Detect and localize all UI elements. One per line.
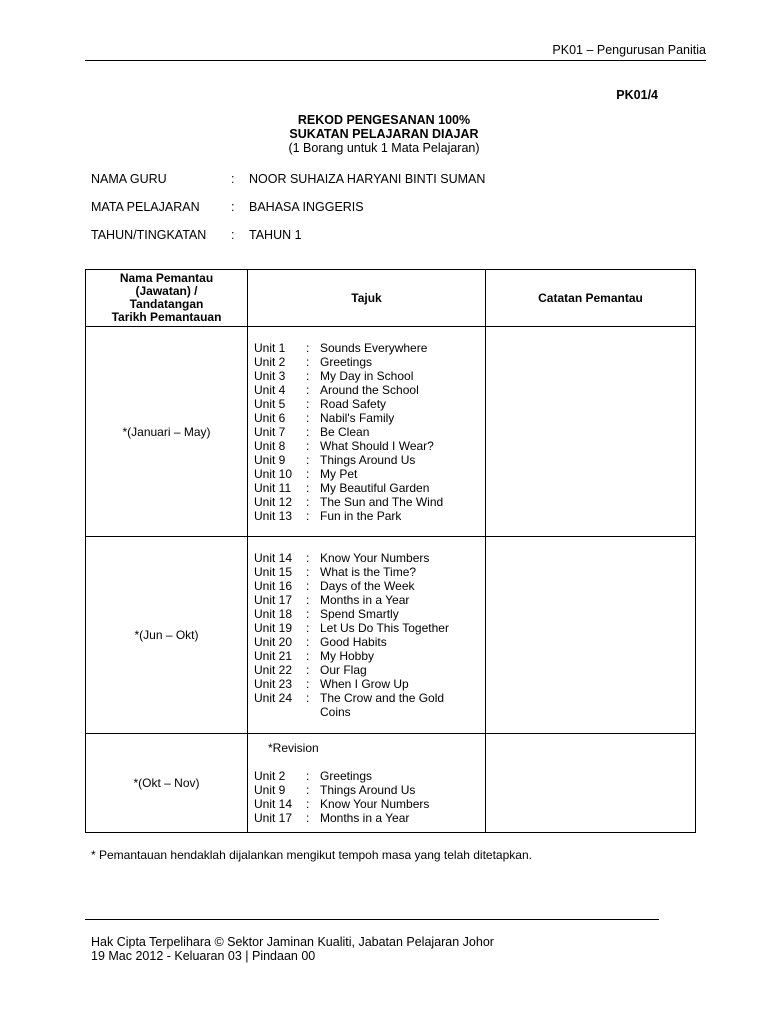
unit-title: Coins: [320, 705, 351, 719]
unit-colon: :: [306, 424, 310, 439]
unit-item: [254, 649, 485, 663]
unit-number: Unit 9: [254, 783, 286, 797]
unit-item: [254, 621, 485, 635]
unit-title: My Day in School: [320, 368, 414, 383]
info-colon: :: [231, 200, 235, 214]
unit-title: Good Habits: [320, 635, 387, 649]
unit-colon: :: [306, 438, 310, 453]
unit-number: Unit 13: [254, 508, 293, 523]
period-cell: *(Januari – May): [86, 327, 248, 537]
unit-title: My Beautiful Garden: [320, 480, 430, 495]
unit-item: [254, 467, 485, 481]
unit-colon: :: [306, 691, 310, 705]
info-label: TAHUN/TINGKATAN: [91, 228, 207, 242]
unit-item: [254, 783, 485, 797]
unit-colon: :: [306, 635, 310, 649]
unit-colon: :: [306, 466, 310, 481]
form-code: PK01/4: [616, 88, 658, 102]
unit-colon: :: [306, 452, 310, 467]
unit-number: Unit 21: [254, 649, 293, 663]
period-cell: *(Okt – Nov): [86, 734, 248, 833]
unit-number: Unit 19: [254, 621, 293, 635]
unit-colon: [306, 705, 320, 719]
unit-number: Unit 15: [254, 565, 293, 579]
unit-title: Sounds Everywhere: [320, 340, 428, 355]
topic-cell: [248, 537, 486, 734]
unit-number: Unit 9: [254, 452, 286, 467]
unit-title: Around the School: [320, 382, 419, 397]
unit-number: Unit 2: [254, 769, 286, 783]
unit-colon: :: [306, 368, 310, 383]
revision-label: *Revision: [268, 741, 319, 755]
monitor-header: [86, 270, 248, 327]
unit-item: [254, 663, 485, 677]
unit-colon: :: [306, 811, 310, 825]
info-value: TAHUN 1: [249, 228, 302, 242]
unit-colon: :: [306, 396, 310, 411]
info-colon: :: [231, 172, 235, 186]
unit-title: Things Around Us: [320, 783, 416, 797]
unit-title: What Should I Wear?: [320, 438, 434, 453]
unit-item: [254, 397, 485, 411]
unit-colon: :: [306, 494, 310, 509]
unit-title: What is the Time?: [320, 565, 417, 579]
unit-number: Unit 14: [254, 797, 293, 811]
unit-colon: :: [306, 649, 310, 663]
unit-title: Know Your Numbers: [320, 797, 430, 811]
unit-number: Unit 11: [254, 480, 292, 495]
unit-title: Months in a Year: [320, 811, 410, 825]
unit-item: [254, 551, 485, 565]
unit-number: Unit 12: [254, 494, 293, 509]
unit-title: When I Grow Up: [320, 677, 409, 691]
unit-title: Road Safety: [320, 396, 387, 411]
table-row: [86, 327, 696, 537]
unit-number: Unit 17: [254, 811, 293, 825]
unit-colon: :: [306, 382, 310, 397]
copyright-line: Hak Cipta Terpelihara © Sektor Jaminan Kualiti, Jabatan Pelajaran Johor: [91, 935, 494, 949]
info-value: NOOR SUHAIZA HARYANI BINTI SUMAN: [249, 172, 486, 186]
unit-title: Be Clean: [320, 424, 370, 439]
unit-title: Spend Smartly: [320, 607, 399, 621]
unit-item: [254, 797, 485, 811]
notes-header: Catatan Pemantau: [486, 270, 696, 327]
unit-number: Unit 22: [254, 663, 293, 677]
unit-colon: :: [306, 410, 310, 425]
unit-item: [254, 341, 485, 355]
unit-number: Unit 8: [254, 438, 286, 453]
table-header-row: [86, 270, 696, 327]
title-line-2: SUKATAN PELAJARAN DIAJAR: [289, 127, 479, 141]
unit-title: My Pet: [320, 466, 358, 481]
unit-item: [254, 453, 485, 467]
monitor-header-line: Tarikh Pemantauan: [111, 310, 222, 324]
unit-item: [254, 509, 485, 523]
topic-cell: [248, 734, 486, 833]
unit-item: [254, 579, 485, 593]
unit-title: My Hobby: [320, 649, 375, 663]
unit-number: Unit 23: [254, 677, 293, 691]
monitor-header-line: Nama Pemantau: [119, 271, 214, 285]
unit-item: [254, 811, 485, 825]
unit-item: [254, 481, 485, 495]
header-divider: [85, 60, 706, 61]
unit-colon: :: [306, 797, 310, 811]
unit-colon: :: [306, 607, 310, 621]
unit-title: The Crow and the Gold: [320, 691, 445, 705]
unit-item: [254, 383, 485, 397]
unit-colon: :: [306, 551, 310, 565]
unit-title: Nabil's Family: [320, 410, 395, 425]
unit-colon: :: [306, 354, 310, 369]
monitor-header-line: (Jawatan) /: [135, 284, 198, 298]
unit-number: [254, 705, 306, 719]
unit-number: Unit 14: [254, 551, 293, 565]
unit-colon: :: [306, 663, 310, 677]
unit-item: [254, 565, 485, 579]
unit-number: Unit 3: [254, 368, 286, 383]
unit-colon: :: [306, 565, 310, 579]
notes-cell[interactable]: [486, 537, 696, 734]
title-line-3: (1 Borang untuk 1 Mata Pelajaran): [288, 141, 480, 155]
unit-number: Unit 17: [254, 593, 293, 607]
unit-colon: :: [306, 579, 310, 593]
unit-item: [254, 691, 485, 705]
unit-title: Months in a Year: [320, 593, 410, 607]
footer: [91, 935, 494, 963]
unit-item: [254, 411, 485, 425]
unit-colon: :: [306, 769, 310, 783]
unit-number: Unit 1: [254, 340, 286, 355]
unit-item: [254, 355, 485, 369]
notes-cell[interactable]: [486, 734, 696, 833]
unit-number: Unit 5: [254, 396, 286, 411]
topic-header: Tajuk: [248, 270, 486, 327]
unit-title: Know Your Numbers: [320, 551, 430, 565]
info-label: MATA PELAJARAN: [91, 200, 200, 214]
unit-colon: :: [306, 480, 310, 495]
unit-colon: :: [306, 340, 310, 355]
unit-item: [254, 635, 485, 649]
unit-item: [254, 593, 485, 607]
monitor-header-line: Tandatangan: [129, 297, 204, 311]
info-colon: :: [231, 228, 235, 242]
topic-cell: [248, 327, 486, 537]
unit-number: Unit 20: [254, 635, 293, 649]
title-line-1: REKOD PENGESANAN 100%: [297, 113, 471, 127]
unit-colon: :: [306, 508, 310, 523]
unit-number: Unit 7: [254, 424, 286, 439]
period-cell: *(Jun – Okt): [86, 537, 248, 734]
unit-title: Let Us Do This Together: [320, 621, 449, 635]
unit-item: [254, 425, 485, 439]
unit-item: [254, 495, 485, 509]
table-row: [86, 734, 696, 833]
unit-item: [254, 705, 485, 719]
unit-item: [254, 607, 485, 621]
monitoring-note: * Pemantauan hendaklah dijalankan mengikut tempoh masa yang telah ditetapkan.: [91, 848, 532, 862]
unit-colon: :: [306, 677, 310, 691]
unit-number: Unit 16: [254, 579, 293, 593]
unit-item: [254, 369, 485, 383]
syllabus-table: [85, 269, 696, 833]
footer-divider: [85, 919, 659, 920]
unit-item: [254, 769, 485, 783]
unit-title: The Sun and The Wind: [320, 494, 444, 509]
form-title: [0, 113, 768, 155]
table-row: [86, 537, 696, 734]
unit-title: Days of the Week: [320, 579, 415, 593]
unit-title: Fun in the Park: [320, 508, 402, 523]
info-value: BAHASA INGGERIS: [249, 200, 364, 214]
document-reference: PK01 – Pengurusan Panitia: [552, 43, 706, 57]
unit-number: Unit 6: [254, 410, 286, 425]
unit-number: Unit 18: [254, 607, 293, 621]
unit-number: Unit 2: [254, 354, 286, 369]
unit-title: Our Flag: [320, 663, 367, 677]
info-label: NAMA GURU: [91, 172, 167, 186]
unit-colon: :: [306, 593, 310, 607]
unit-item: [254, 677, 485, 691]
unit-number: Unit 24: [254, 691, 293, 705]
release-line: 19 Mac 2012 - Keluaran 03 | Pindaan 00: [91, 949, 316, 963]
unit-item: [254, 439, 485, 453]
unit-colon: :: [306, 783, 310, 797]
notes-cell[interactable]: [486, 327, 696, 537]
unit-title: Greetings: [320, 354, 373, 369]
unit-number: Unit 10: [254, 466, 293, 481]
unit-title: Things Around Us: [320, 452, 416, 467]
unit-number: Unit 4: [254, 382, 286, 397]
unit-colon: :: [306, 621, 310, 635]
unit-title: Greetings: [320, 769, 373, 783]
